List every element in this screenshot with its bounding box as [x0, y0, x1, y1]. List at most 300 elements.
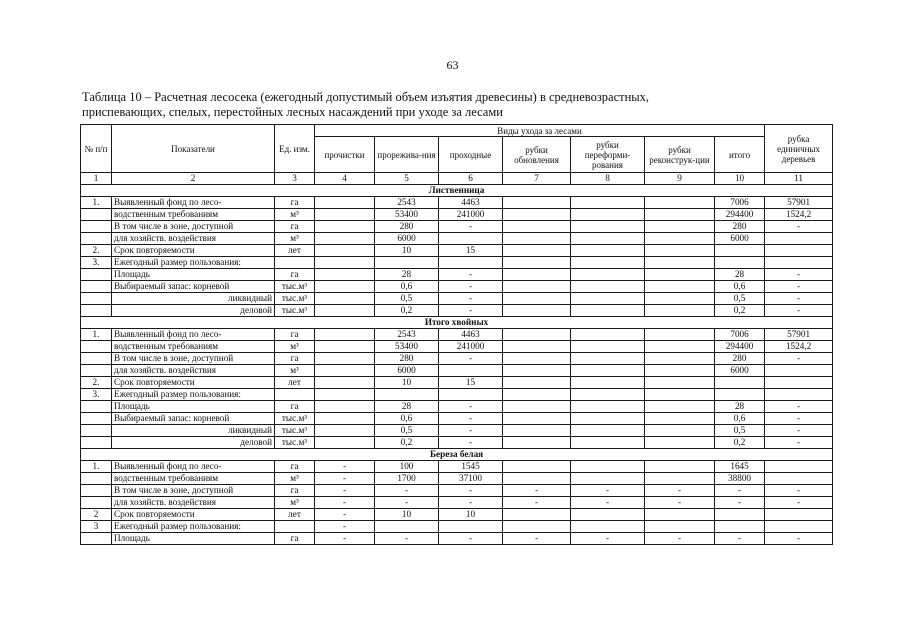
table-row	[81, 256, 833, 268]
row-value	[503, 424, 571, 436]
row-value: 280	[715, 352, 765, 364]
column-numbers-row	[81, 173, 833, 185]
section-title: Береза белая	[81, 448, 833, 460]
row-value: -	[765, 424, 833, 436]
row-value: 100	[375, 460, 439, 472]
row-label: Выбираемый запас: корневой	[112, 280, 275, 292]
row-number: 3.	[81, 256, 112, 268]
row-number: 3	[81, 520, 112, 532]
row-number: 2	[81, 508, 112, 520]
row-value	[645, 232, 715, 244]
row-value: 0,2	[375, 304, 439, 316]
header-col-reformation: рубки переформи-рования	[571, 137, 645, 173]
row-value	[645, 436, 715, 448]
row-number	[81, 472, 112, 484]
row-number: 3.	[81, 388, 112, 400]
table-row	[81, 472, 833, 484]
row-value	[715, 376, 765, 388]
row-value: 10	[439, 508, 503, 520]
header-indicators: Показатели	[112, 125, 275, 173]
row-number: 1.	[81, 460, 112, 472]
row-value	[375, 520, 439, 532]
row-value	[503, 220, 571, 232]
row-value	[571, 388, 645, 400]
row-value	[503, 232, 571, 244]
row-value	[503, 412, 571, 424]
row-unit: м³	[275, 472, 315, 484]
row-value	[503, 304, 571, 316]
row-unit: га	[275, 352, 315, 364]
row-value: 0,5	[715, 424, 765, 436]
row-unit: га	[275, 532, 315, 544]
column-number: 6	[439, 173, 503, 185]
row-value	[571, 400, 645, 412]
row-value: 0,6	[715, 412, 765, 424]
row-value: -	[571, 496, 645, 508]
column-number: 4	[315, 173, 375, 185]
row-value	[503, 244, 571, 256]
row-value	[645, 256, 715, 268]
row-value: -	[315, 508, 375, 520]
row-value: -	[375, 496, 439, 508]
row-unit: м³	[275, 232, 315, 244]
row-value	[503, 364, 571, 376]
row-value: -	[765, 220, 833, 232]
row-value	[571, 244, 645, 256]
row-value	[315, 424, 375, 436]
row-value: -	[503, 484, 571, 496]
row-number	[81, 304, 112, 316]
row-value	[571, 196, 645, 208]
row-value	[315, 436, 375, 448]
row-label: В том числе в зоне, доступной	[112, 220, 275, 232]
table-caption	[82, 90, 832, 120]
row-value: -	[439, 280, 503, 292]
section-title: Итого хвойных	[81, 316, 833, 328]
row-label: для хозяйств. воздействия	[112, 496, 275, 508]
table-row	[81, 208, 833, 220]
row-value: -	[645, 484, 715, 496]
row-value	[315, 256, 375, 268]
row-value: -	[715, 496, 765, 508]
row-value: -	[715, 484, 765, 496]
row-value	[645, 304, 715, 316]
row-unit: тыс.м³	[275, 292, 315, 304]
row-number	[81, 220, 112, 232]
row-value: -	[765, 292, 833, 304]
row-value: -	[439, 220, 503, 232]
row-number	[81, 340, 112, 352]
row-unit: м³	[275, 496, 315, 508]
row-value	[645, 388, 715, 400]
row-value	[645, 352, 715, 364]
row-value: -	[439, 496, 503, 508]
column-number: 3	[275, 173, 315, 185]
row-value: -	[765, 304, 833, 316]
row-value	[571, 352, 645, 364]
row-value: 294400	[715, 340, 765, 352]
row-value	[439, 232, 503, 244]
row-number	[81, 436, 112, 448]
row-value	[765, 364, 833, 376]
row-value	[315, 400, 375, 412]
column-number: 9	[645, 173, 715, 185]
table-row	[81, 196, 833, 208]
section-title: Лиственница	[81, 184, 833, 196]
row-value: -	[765, 532, 833, 544]
row-value: -	[315, 520, 375, 532]
column-number: 8	[571, 173, 645, 185]
row-value: 6000	[375, 364, 439, 376]
row-value	[645, 400, 715, 412]
row-value	[503, 520, 571, 532]
row-value	[645, 472, 715, 484]
column-number: 2	[112, 173, 275, 185]
row-value	[715, 256, 765, 268]
column-number: 11	[765, 173, 833, 185]
table-row	[81, 328, 833, 340]
row-value: 28	[715, 268, 765, 280]
row-unit: га	[275, 328, 315, 340]
header-col-cleaning: прочистки	[315, 137, 375, 173]
row-value	[765, 472, 833, 484]
row-value	[503, 328, 571, 340]
row-label: ликвидный	[112, 292, 275, 304]
row-value	[645, 424, 715, 436]
row-value	[315, 304, 375, 316]
row-value	[439, 256, 503, 268]
row-label: Ежегодный размер пользования:	[112, 256, 275, 268]
row-number	[81, 208, 112, 220]
row-unit: тыс.м³	[275, 280, 315, 292]
row-value: 10	[375, 508, 439, 520]
row-value	[375, 388, 439, 400]
row-value	[571, 304, 645, 316]
row-value	[571, 220, 645, 232]
row-value: -	[715, 532, 765, 544]
table-body	[81, 125, 833, 545]
row-value: -	[439, 400, 503, 412]
header-col-thinning: прорежива-ния	[375, 137, 439, 173]
row-value	[503, 352, 571, 364]
row-value: 0,2	[715, 304, 765, 316]
row-value: 4463	[439, 328, 503, 340]
row-value	[571, 412, 645, 424]
row-number: 2.	[81, 376, 112, 388]
row-value	[571, 520, 645, 532]
table-row	[81, 400, 833, 412]
row-value: -	[439, 532, 503, 544]
row-value: -	[765, 280, 833, 292]
row-number	[81, 484, 112, 496]
row-unit: лет	[275, 244, 315, 256]
row-value: 2543	[375, 328, 439, 340]
row-value	[503, 508, 571, 520]
row-label: Выявленный фонд по лесо-	[112, 460, 275, 472]
row-unit	[275, 256, 315, 268]
row-value: 0,5	[375, 292, 439, 304]
row-number	[81, 280, 112, 292]
row-number	[81, 268, 112, 280]
row-value: 294400	[715, 208, 765, 220]
row-value	[503, 280, 571, 292]
row-value: -	[765, 484, 833, 496]
row-value	[315, 268, 375, 280]
row-value: -	[375, 484, 439, 496]
table-row	[81, 508, 833, 520]
row-value: 6000	[375, 232, 439, 244]
row-value: -	[571, 484, 645, 496]
row-value: 7006	[715, 196, 765, 208]
row-label: Срок повторяемости	[112, 508, 275, 520]
row-value	[315, 196, 375, 208]
row-value: 0,6	[375, 280, 439, 292]
row-value	[315, 412, 375, 424]
row-value	[315, 208, 375, 220]
row-value: 15	[439, 376, 503, 388]
row-unit: тыс.м³	[275, 304, 315, 316]
row-value	[315, 364, 375, 376]
row-value: 280	[375, 352, 439, 364]
row-value	[571, 232, 645, 244]
row-value: 1545	[439, 460, 503, 472]
table-row	[81, 496, 833, 508]
table-row	[81, 388, 833, 400]
column-number: 7	[503, 173, 571, 185]
table-row	[81, 352, 833, 364]
row-unit: лет	[275, 508, 315, 520]
row-number	[81, 232, 112, 244]
column-number: 5	[375, 173, 439, 185]
row-value	[765, 520, 833, 532]
row-value: -	[765, 496, 833, 508]
row-value: 241000	[439, 340, 503, 352]
row-value	[503, 268, 571, 280]
row-unit: тыс.м³	[275, 412, 315, 424]
row-value	[765, 244, 833, 256]
row-number: 1.	[81, 196, 112, 208]
section-title-row	[81, 448, 833, 460]
table-row	[81, 292, 833, 304]
row-value: -	[439, 268, 503, 280]
row-value	[715, 520, 765, 532]
row-value: 37100	[439, 472, 503, 484]
row-value	[315, 220, 375, 232]
row-value	[503, 208, 571, 220]
row-value: 0,6	[375, 412, 439, 424]
row-number	[81, 424, 112, 436]
row-value	[645, 244, 715, 256]
row-unit: га	[275, 400, 315, 412]
header-row-1	[81, 125, 833, 137]
row-value	[571, 508, 645, 520]
row-label: деловой	[112, 304, 275, 316]
row-value: 0,2	[715, 436, 765, 448]
row-label: водственным требованиям	[112, 472, 275, 484]
row-value: 2543	[375, 196, 439, 208]
row-label: В том числе в зоне, доступной	[112, 352, 275, 364]
row-value: -	[439, 352, 503, 364]
row-unit: га	[275, 220, 315, 232]
row-value	[765, 256, 833, 268]
row-value	[645, 460, 715, 472]
row-value	[503, 436, 571, 448]
row-value	[571, 208, 645, 220]
header-col-reconstruction: рубки реконструк-ции	[645, 137, 715, 173]
row-label: Выбираемый запас: корневой	[112, 412, 275, 424]
row-label: В том числе в зоне, доступной	[112, 484, 275, 496]
row-value: -	[645, 496, 715, 508]
row-value: -	[765, 400, 833, 412]
table-row	[81, 268, 833, 280]
row-value	[315, 280, 375, 292]
row-value	[645, 508, 715, 520]
row-value: -	[439, 304, 503, 316]
caption-line-1: Таблица 10 – Расчетная лесосека (ежегодный допустимый объем изъятия древесины) в средневозрастных,	[82, 90, 650, 104]
row-value: 1524,2	[765, 208, 833, 220]
row-value	[765, 232, 833, 244]
row-value	[715, 508, 765, 520]
row-label: Площадь	[112, 400, 275, 412]
table-row	[81, 436, 833, 448]
row-value: 28	[715, 400, 765, 412]
row-value: -	[765, 412, 833, 424]
row-number: 1.	[81, 328, 112, 340]
row-value: -	[439, 436, 503, 448]
header-col-passage: проходные	[439, 137, 503, 173]
row-value	[503, 256, 571, 268]
row-number	[81, 364, 112, 376]
header-unit: Ед. изм.	[275, 125, 315, 173]
row-label: водственным требованиям	[112, 208, 275, 220]
row-value	[571, 280, 645, 292]
table-row	[81, 460, 833, 472]
row-unit: м³	[275, 340, 315, 352]
row-number	[81, 400, 112, 412]
row-value	[645, 220, 715, 232]
row-label: деловой	[112, 436, 275, 448]
row-value	[315, 376, 375, 388]
row-value: 1524,2	[765, 340, 833, 352]
row-value	[765, 508, 833, 520]
row-value: 15	[439, 244, 503, 256]
section-title-row	[81, 184, 833, 196]
row-value	[645, 340, 715, 352]
row-value	[645, 292, 715, 304]
caption-line-2: приспевающих, спелых, перестойных лесных насаждений при уходе за лесами	[82, 105, 503, 119]
row-unit: м³	[275, 364, 315, 376]
row-unit: га	[275, 460, 315, 472]
row-value: -	[503, 496, 571, 508]
row-value	[645, 364, 715, 376]
row-value	[315, 232, 375, 244]
row-value: 6000	[715, 364, 765, 376]
row-value	[571, 268, 645, 280]
row-value: 53400	[375, 340, 439, 352]
row-unit	[275, 388, 315, 400]
row-value	[571, 328, 645, 340]
row-value: -	[375, 532, 439, 544]
row-value: -	[315, 496, 375, 508]
row-value	[645, 520, 715, 532]
row-unit: га	[275, 268, 315, 280]
table-row	[81, 280, 833, 292]
row-value	[715, 388, 765, 400]
row-label: для хозяйств. воздействия	[112, 364, 275, 376]
header-single-tree: рубка единичных деревьев	[765, 125, 833, 173]
row-value: 7006	[715, 328, 765, 340]
table-row	[81, 340, 833, 352]
row-value: -	[765, 352, 833, 364]
row-value	[315, 328, 375, 340]
row-value: -	[315, 460, 375, 472]
row-value	[571, 436, 645, 448]
row-label: для хозяйств. воздействия	[112, 232, 275, 244]
row-label: ликвидный	[112, 424, 275, 436]
row-value: 28	[375, 268, 439, 280]
row-label: Выявленный фонд по лесо-	[112, 328, 275, 340]
row-value	[503, 292, 571, 304]
row-value	[503, 196, 571, 208]
row-label: Площадь	[112, 268, 275, 280]
row-value: 10	[375, 376, 439, 388]
row-number: 2.	[81, 244, 112, 256]
row-value	[571, 472, 645, 484]
row-value	[571, 424, 645, 436]
row-label: Площадь	[112, 532, 275, 544]
row-value	[503, 472, 571, 484]
table-row	[81, 376, 833, 388]
row-value: 28	[375, 400, 439, 412]
header-col-renewal: рубки обновления	[503, 137, 571, 173]
table-row	[81, 424, 833, 436]
row-unit	[275, 520, 315, 532]
row-value: -	[315, 472, 375, 484]
row-value	[439, 388, 503, 400]
row-value: 4463	[439, 196, 503, 208]
row-value: -	[439, 424, 503, 436]
row-value: 38800	[715, 472, 765, 484]
row-unit: га	[275, 196, 315, 208]
row-value	[439, 520, 503, 532]
row-value: -	[645, 532, 715, 544]
row-value: -	[765, 436, 833, 448]
row-value	[375, 256, 439, 268]
row-unit: лет	[275, 376, 315, 388]
header-col-total: итого	[715, 137, 765, 173]
row-value: 53400	[375, 208, 439, 220]
row-label: Ежегодный размер пользования:	[112, 520, 275, 532]
row-value	[315, 244, 375, 256]
table-row	[81, 304, 833, 316]
table-row	[81, 220, 833, 232]
table-row	[81, 412, 833, 424]
row-value: -	[315, 484, 375, 496]
row-unit: га	[275, 484, 315, 496]
row-value	[315, 340, 375, 352]
row-value: -	[315, 532, 375, 544]
row-value	[645, 328, 715, 340]
row-value	[571, 256, 645, 268]
row-label: Срок повторяемости	[112, 244, 275, 256]
row-value: 57901	[765, 328, 833, 340]
row-value	[645, 376, 715, 388]
table-row	[81, 532, 833, 544]
row-unit: тыс.м³	[275, 436, 315, 448]
row-value: 280	[375, 220, 439, 232]
row-value	[715, 244, 765, 256]
table-row	[81, 244, 833, 256]
